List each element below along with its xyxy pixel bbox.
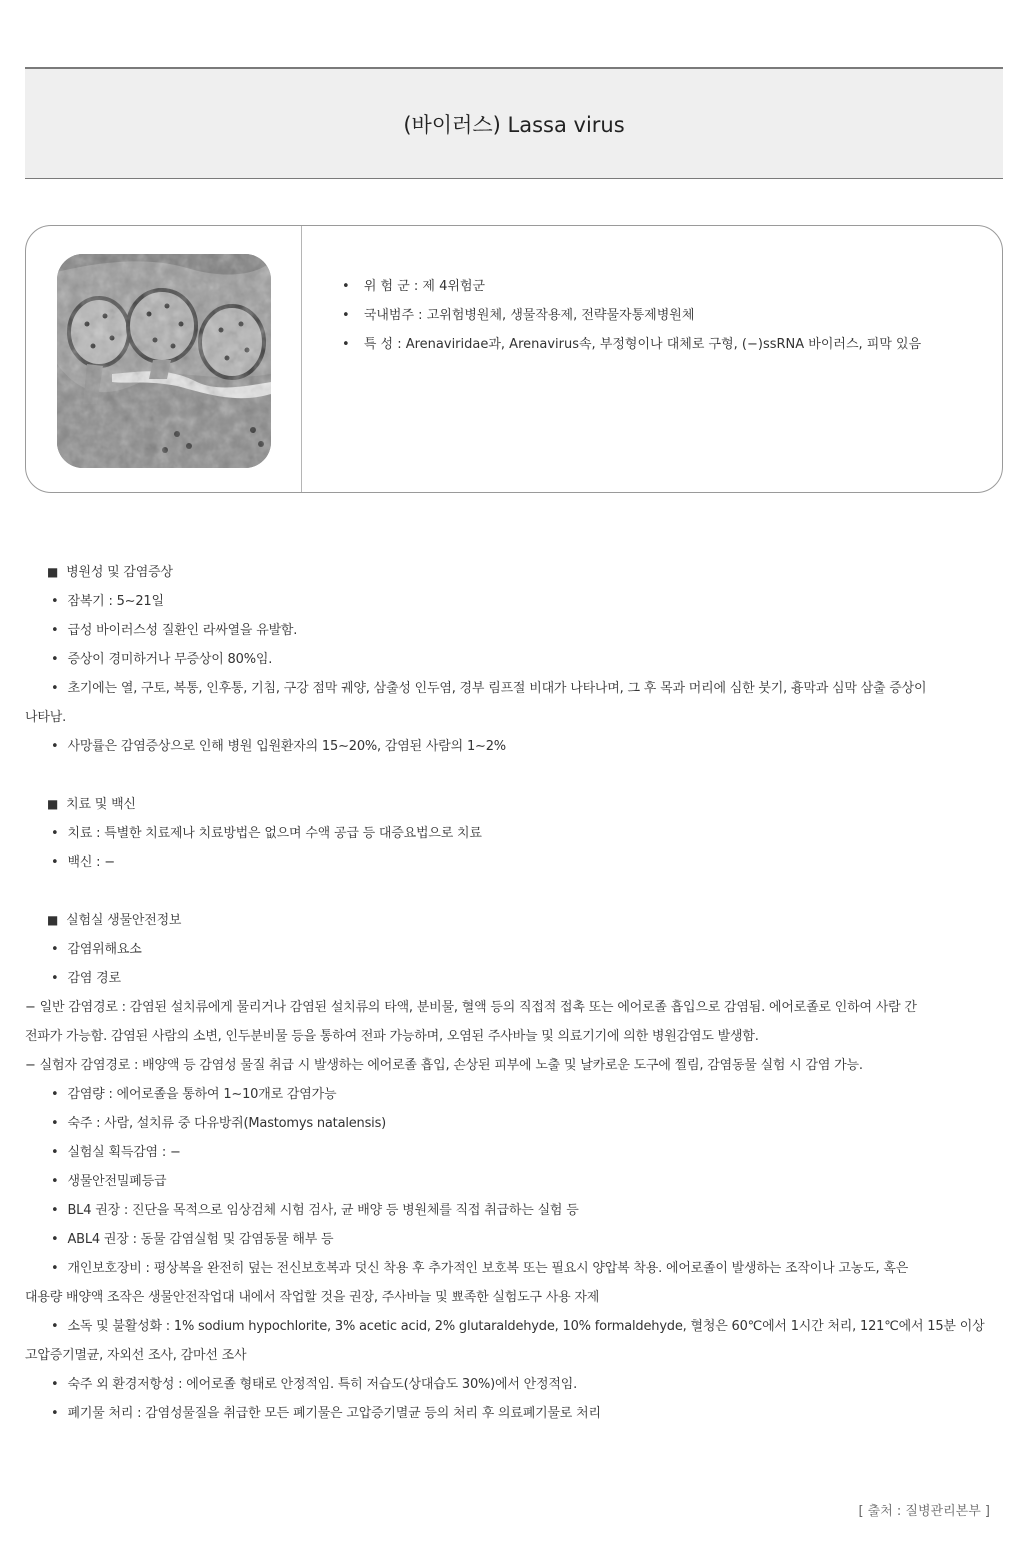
list-item-continuation: 대용량 배양액 조작은 생물안전작업대 내에서 작업할 것을 권장, 주사바늘 및 뾰족한 실험도구 사용 자제	[25, 1290, 600, 1305]
info-risk-group: • 위 험 군 : 제 4위험군	[342, 272, 921, 301]
section-heading-treatment: ■ 치료 및 백신	[25, 790, 1003, 819]
section-heading-pathogenicity: ■ 병원성 및 감염증상	[25, 558, 1003, 587]
list-item: • 숙주 : 사람, 설치류 중 다유방쥐(Mastomys natalensis)	[25, 1109, 1003, 1138]
info-domestic-category: • 국내범주 : 고위험병원체, 생물작용제, 전략물자통제병원체	[342, 301, 921, 330]
list-item: • ABL4 권장 : 동물 감염실험 및 감염동물 해부 등	[25, 1225, 1003, 1254]
list-item: • 감염위해요소	[25, 935, 1003, 964]
source-footer: [ 출처 : 질병관리본부 ]	[858, 1504, 990, 1519]
section-heading-biosafety: ■ 실험실 생물안전정보	[25, 906, 1003, 935]
list-item: • 생물안전밀폐등급	[25, 1167, 1003, 1196]
list-item: • 사망률은 감염증상으로 인해 병원 입원환자의 15∼20%, 감염된 사람의 1∼2%	[25, 732, 1003, 761]
list-item: • 소독 및 불활성화 : 1% sodium hypochlorite, 3% acetic acid, 2% glutaraldehyde, 10% formaldehyde, 혈청은 60℃에서 1시간 처리, 121℃에서 15분 이상	[25, 1312, 1003, 1341]
list-item: − 실험자 감염경로 : 배양액 등 감염성 물질 취급 시 발생하는 에어로졸 흡입, 손상된 피부에 노출 및 날카로운 도구에 찔림, 감염동물 실험 시 감염 가능.	[25, 1058, 863, 1073]
info-characteristics: • 특 성 : Arenaviridae과, Arenavirus속, 부정형이나 대체로 구형, (−)ssRNA 바이러스, 피막 있음	[342, 330, 921, 359]
list-item: • 감염량 : 에어로졸을 통하여 1∼10개로 감염가능	[25, 1080, 1003, 1109]
list-item: − 일반 감염경로 : 감염된 설치류에게 물리거나 감염된 설치류의 타액, 분비물, 혈액 등의 직접적 접촉 또는 에어로졸 흡입으로 감염됨. 에어로졸로 인하여 사람 간	[25, 1000, 917, 1015]
list-item: • 실험실 획득감염 : −	[25, 1138, 1003, 1167]
list-item: • 폐기물 처리 : 감염성물질을 취급한 모든 폐기물은 고압증기멸균 등의 처리 후 의료폐기물로 처리	[25, 1399, 1003, 1428]
list-item: • 감염 경로	[25, 964, 1003, 993]
list-item: • BL4 권장 : 진단을 목적으로 임상검체 시험 검사, 균 배양 등 병원체를 직접 취급하는 실험 등	[25, 1196, 1003, 1225]
info-divider	[301, 226, 302, 492]
info-list	[342, 272, 921, 359]
list-item: • 급성 바이러스성 질환인 라싸열을 유발함.	[25, 616, 1003, 645]
list-item: • 숙주 외 환경저항성 : 에어로졸 형태로 안정적임. 특히 저습도(상대습도 30%)에서 안정적임.	[25, 1370, 1003, 1399]
page-title: (바이러스) Lassa virus	[403, 112, 625, 137]
info-box	[25, 225, 1003, 493]
list-item: • 치료 : 특별한 치료제나 치료방법은 없으며 수액 공급 등 대증요법으로 치료	[25, 819, 1003, 848]
virus-micrograph-image	[57, 254, 271, 468]
content-body	[25, 558, 1003, 1428]
list-item: • 잠복기 : 5∼21일	[25, 587, 1003, 616]
list-item: • 개인보호장비 : 평상복을 완전히 덮는 전신보호복과 덧신 착용 후 추가적인 보호복 또는 필요시 양압복 착용. 에어로졸이 발생하는 조작이나 고농도, 혹은	[25, 1254, 1003, 1283]
list-item: • 백신 : −	[25, 848, 1003, 877]
list-item-continuation: 전파가 가능함. 감염된 사람의 소변, 인두분비물 등을 통하여 전파 가능하며, 오염된 주사바늘 및 의료기기에 의한 병원감염도 발생함.	[25, 1029, 759, 1044]
list-item: • 증상이 경미하거나 무증상이 80%임.	[25, 645, 1003, 674]
title-bar	[25, 67, 1003, 179]
list-item-continuation: 고압증기멸균, 자외선 조사, 감마선 조사	[25, 1348, 247, 1363]
list-item: • 초기에는 열, 구토, 복통, 인후통, 기침, 구강 점막 궤양, 삼출성 인두염, 경부 림프절 비대가 나타나며, 그 후 목과 머리에 심한 붓기, 흉막과 심막 삼출 증상이	[25, 674, 1003, 703]
list-item-continuation: 나타남.	[25, 710, 67, 725]
